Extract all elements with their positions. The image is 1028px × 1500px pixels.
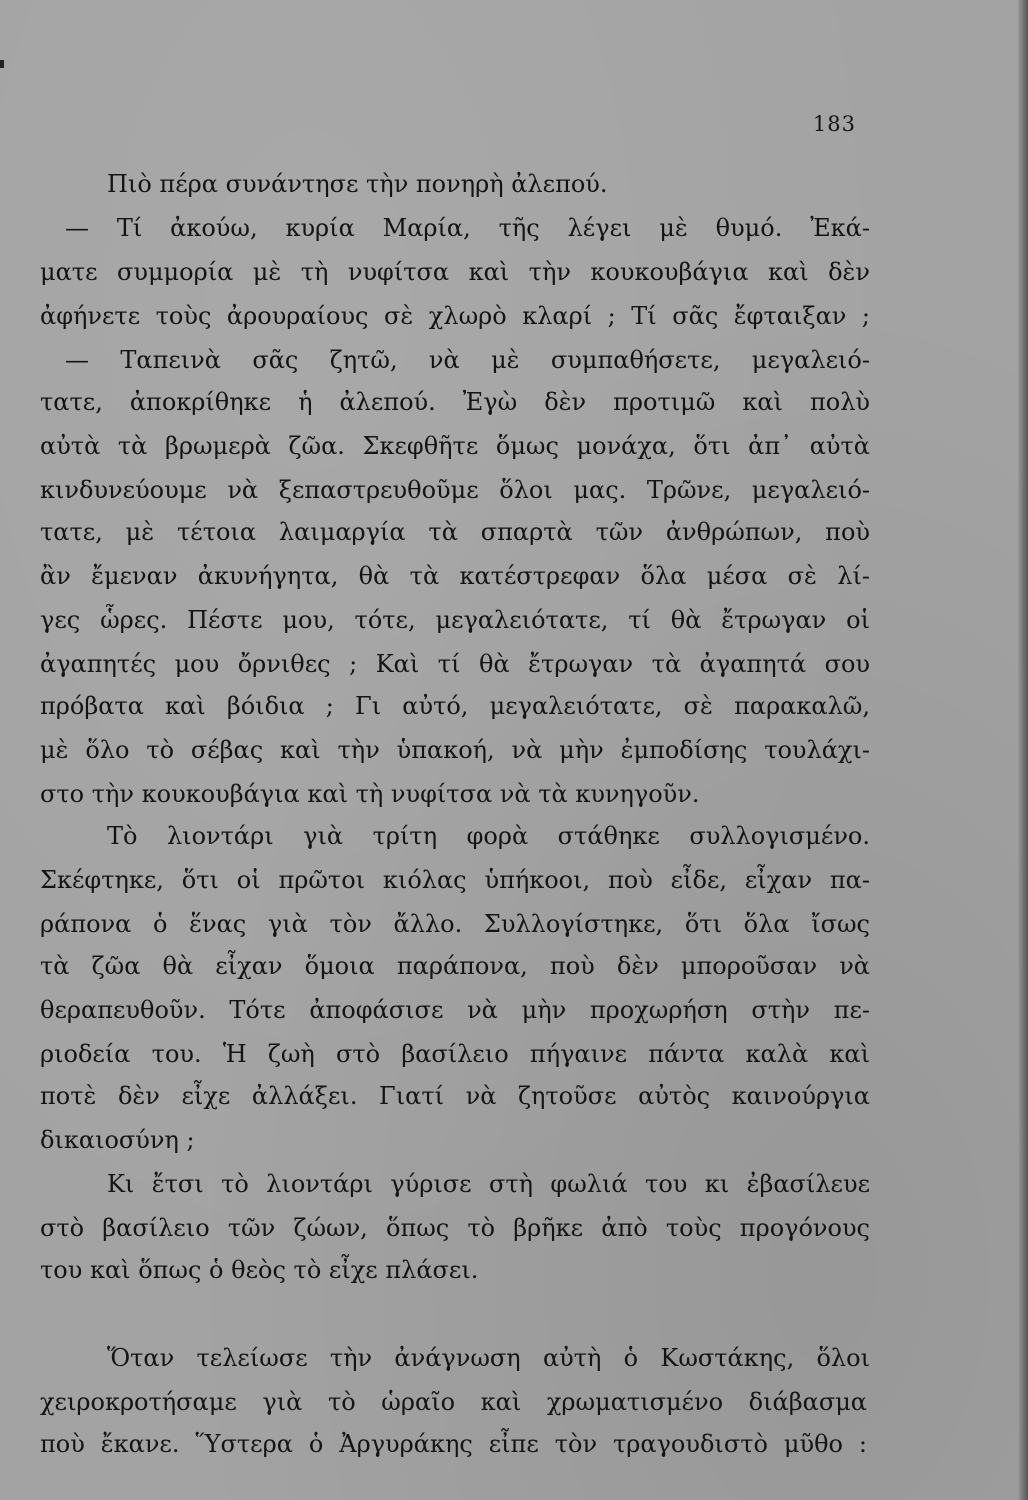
scan-mark: [0, 60, 4, 68]
page-number: 183: [812, 112, 856, 136]
text-line: στο τὴν κουκουβάγια καὶ τὴ νυφίτσα νὰ τὰ κυνηγοῦν.: [40, 780, 700, 808]
text-line: δικαιοσύνη ;: [40, 1126, 195, 1154]
text-line: μὲ ὅλο τὸ σέβας καὶ τὴν ὑπακοή, νὰ μὴν ἐμποδίσης τουλάχι-: [40, 736, 870, 764]
text-line: στὸ βασίλειο τῶν ζώων, ὅπως τὸ βρῆκε ἀπὸ τοὺς προγόνους: [40, 1214, 870, 1242]
text-line: πρόβατα καὶ βόιδια ; Γι αὐτό, μεγαλειότατε, σὲ παρακαλῶ,: [40, 692, 870, 720]
text-line: ἂν ἔμεναν ἀκυνήγητα, θὰ τὰ κατέστρεφαν ὅλα μέσα σὲ λί-: [40, 562, 870, 590]
text-line: τατε, μὲ τέτοια λαιμαργία τὰ σπαρτὰ τῶν ἀνθρώπων, ποὺ: [40, 518, 870, 546]
text-line: ράπονα ὁ ἕνας γιὰ τὸν ἄλλο. Συλλογίστηκε, ὅτι ὅλα ἴσως: [40, 910, 870, 938]
text-line: Πιὸ πέρα συνάντησε τὴν πονηρὴ ἀλεπού.: [107, 170, 608, 198]
text-line: θεραπευθοῦν. Τότε ἀποφάσισε νὰ μὴν προχωρήση στὴν πε-: [40, 996, 870, 1024]
text-line: τατε, ἀποκρίθηκε ἡ ἀλεπού. Ἐγὼ δὲν προτιμῶ καὶ πολὺ: [40, 388, 870, 416]
text-line: Ὅταν τελείωσε τὴν ἀνάγνωση αὐτὴ ὁ Κωστάκης, ὅλοι: [107, 1344, 870, 1372]
text-line: Σκέφτηκε, ὅτι οἱ πρῶτοι κιόλας ὑπήκοοι, ποὺ εἶδε, εἶχαν πα-: [40, 866, 870, 894]
text-line: Τὸ λιοντάρι γιὰ τρίτη φορὰ στάθηκε συλλογισμένο.: [107, 822, 870, 850]
text-line: του καὶ ὅπως ὁ θεὸς τὸ εἶχε πλάσει.: [40, 1256, 479, 1284]
text-line: αὐτὰ τὰ βρωμερὰ ζῶα. Σκεφθῆτε ὅμως μονάχα, ὅτι ἀπ᾽ αὐτὰ: [40, 432, 870, 460]
text-line: ποὺ ἔκανε. Ὕστερα ὁ Ἀργυράκης εἶπε τὸν τραγουδιστὸ μῦθο :: [40, 1430, 867, 1458]
text-line: ποτὲ δὲν εἶχε ἀλλάξει. Γιατί νὰ ζητοῦσε αὐτὸς καινούργια: [40, 1082, 870, 1110]
text-line: χειροκροτήσαμε γιὰ τὸ ὡραῖο καὶ χρωματισμένο διάβασμα: [40, 1388, 867, 1416]
text-line: — Τί ἀκούω, κυρία Μαρία, τῆς λέγει μὲ θυμό. Ἐκά-: [65, 214, 870, 242]
text-line: κινδυνεύουμε νὰ ξεπαστρευθοῦμε ὅλοι μας. Τρῶνε, μεγαλειό-: [40, 476, 870, 504]
text-line: τὰ ζῶα θὰ εἶχαν ὅμοια παράπονα, ποὺ δὲν μποροῦσαν νὰ: [40, 952, 870, 980]
text-line: ριοδεία του. Ἡ ζωὴ στὸ βασίλειο πήγαινε πάντα καλὰ καὶ: [40, 1040, 870, 1068]
text-line: ἀγαπητές μου ὄρνιθες ; Καὶ τί θὰ ἔτρωγαν τὰ ἀγαπητά σου: [40, 650, 870, 678]
text-line: Κι ἔτσι τὸ λιοντάρι γύρισε στὴ φωλιά του κι ἐβασίλευε: [107, 1170, 870, 1198]
text-line: ἀφήνετε τοὺς ἀρουραίους σὲ χλωρὸ κλαρί ; Τί σᾶς ἔφταιξαν ;: [40, 302, 870, 330]
text-line: — Ταπεινὰ σᾶς ζητῶ, νὰ μὲ συμπαθήσετε, μεγαλειό-: [65, 346, 870, 374]
text-line: ματε συμμορία μὲ τὴ νυφίτσα καὶ τὴν κουκουβάγια καὶ δὲν: [40, 258, 870, 286]
text-line: γες ὧρες. Πέστε μου, τότε, μεγαλειότατε, τί θὰ ἔτρωγαν οἱ: [40, 606, 870, 634]
page-edge-shadow: [1018, 0, 1028, 1500]
